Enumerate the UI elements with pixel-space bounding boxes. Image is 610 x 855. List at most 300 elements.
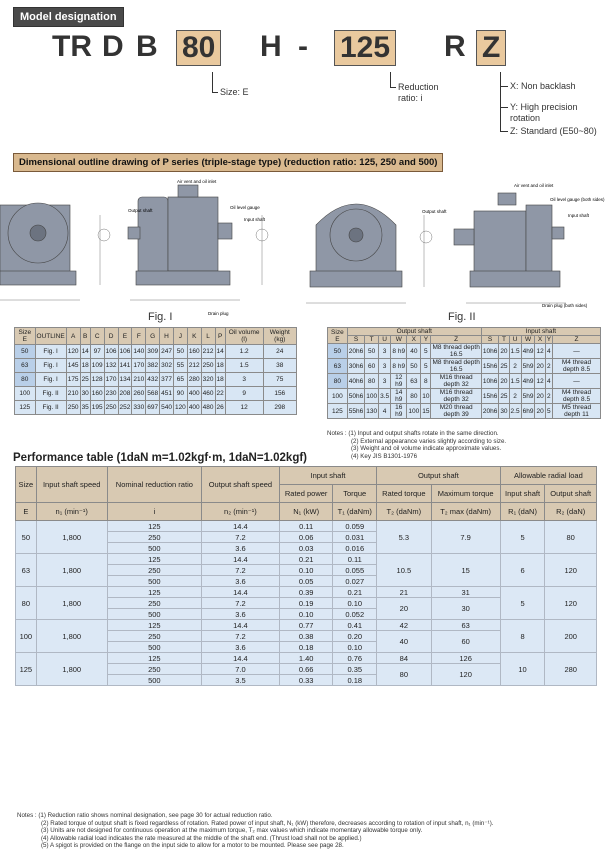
shaft-cell: 30h6 [347,359,364,374]
perf-output-speed: 3.6 [201,642,279,653]
perf-rated-torque: 10.5 [377,554,431,587]
performance-notes [17,812,602,850]
perf-ratio: 125 [107,521,201,532]
perf-h-input-shaft: Input shaft [279,467,376,485]
perf-h-output-speed: Output shaft speed [208,480,273,489]
shaft-cell: 20 [535,404,545,419]
perf-output-speed: 3.6 [201,609,279,620]
shaft-cell: 4 [379,404,391,419]
perf-h-max-torque: Maximum torque [431,485,500,503]
t2-h-size: Size E [328,328,348,344]
dimension-cell: 309 [146,345,160,359]
dimension-cell: 141 [118,359,132,373]
t1-h-oil: Oil volume (l) [225,328,263,345]
shaft-note-1: Notes : (1) Input and output shafts rotate in the same direction. [327,430,499,437]
dimension-cell: 106 [104,345,118,359]
dimension-cell: 24 [263,345,296,359]
shaft-cell: 10h6 [481,374,498,389]
fig2-label: Fig. II [448,311,476,323]
shaft-cell: M16 thread depth 32 [431,389,481,404]
model-part-d: D [102,30,124,63]
dimension-cell: 125 [15,401,36,415]
t1-h-h: H [160,328,174,345]
perf-sub-max-torque: T₂ max (daNm) [431,503,500,521]
shaft-cell: 4h9 [521,374,535,389]
dimension-cell: 230 [104,387,118,401]
shaft-cell: 5 [421,344,431,359]
shaft-cell: 40h6 [347,374,364,389]
shaft-cell: 100 [407,404,421,419]
dimension-cell: 210 [66,387,80,401]
perf-sub-ratio: i [107,503,201,521]
shaft-col-header: U [509,336,521,344]
fig1-callout-input-shaft: Input shaft [244,217,266,222]
shaft-cell: 20 [499,374,509,389]
dimension-cell: 35 [80,401,90,415]
dimension-cell: 55 [173,359,187,373]
perf-output-speed: 14.4 [201,554,279,565]
dimension-cell: 250 [104,401,118,415]
perf-h-input-speed: Input shaft speed [42,480,101,489]
perf-sub-rated-power: N₁ (kW) [279,503,332,521]
perf-rated-torque: 42 [377,620,431,631]
perf-torque: 0.10 [333,598,377,609]
perf-size: 100 [16,620,37,653]
perf-torque: 0.027 [333,576,377,587]
perf-max-torque: 63 [431,620,500,631]
perf-rated-power: 0.03 [279,543,332,554]
shaft-cell: 16 h9 [391,404,407,419]
t1-h-f: F [132,328,146,345]
perf-rated-power: 0.11 [279,521,332,532]
perf-ratio: 500 [107,576,201,587]
shaft-note-4: (4) Key JIS B1301-1976 [351,452,418,460]
shaft-cell: 2 [545,389,552,404]
perf-rated-torque: 20 [377,598,431,620]
perf-output-speed: 3.6 [201,576,279,587]
perf-radial-in: 8 [500,620,545,653]
shaft-cell: 50 [365,344,379,359]
perf-torque: 0.20 [333,631,377,642]
dimension-cell: 14 [80,345,90,359]
perf-input-speed: 1,800 [36,587,107,620]
perf-rated-torque: 40 [377,631,431,653]
t1-h-outline: OUTLINE [35,328,66,345]
perf-torque: 0.21 [333,587,377,598]
t1-h-g: G [146,328,160,345]
performance-title: Performance table (1daN m=1.02kgf·m, 1daN=1.02kgf) [13,452,308,464]
dimension-cell: 75 [263,373,296,387]
perf-rated-torque: 80 [377,664,431,686]
shaft-cell: 2 [509,359,521,374]
perf-output-speed: 3.5 [201,675,279,686]
perf-ratio: 125 [107,620,201,631]
shaft-row [328,404,601,419]
shaft-cell: 20 [499,344,509,359]
perf-output-speed: 7.2 [201,565,279,576]
size-note: Size: E [220,87,249,97]
dimension-cell: 400 [187,401,201,415]
t1-h-d: D [104,328,118,345]
shaft-row [328,389,601,404]
perf-torque: 0.10 [333,642,377,653]
perf-ratio: 250 [107,631,201,642]
fig2-drawing [306,175,606,325]
performance-row [16,620,597,631]
fig1-label: Fig. I [148,311,173,323]
t1-h-c: C [90,328,104,345]
fig2-callout-air-vent: Air vent and oil inlet [514,183,554,188]
dimension-cell: 208 [118,387,132,401]
perf-ratio: 500 [107,543,201,554]
shaft-cell: 8 h9 [391,359,407,374]
t1-h-size: Size E [15,328,36,345]
dimension-row [15,345,297,359]
dimensional-heading: Dimensional outline drawing of P series (triple-stage type) (reduction ratio: 125, 250 and 500) [13,153,443,172]
perf-radial-in: 5 [500,587,545,620]
dimension-cell: 65 [173,373,187,387]
option-x: X: Non backlash [510,81,576,91]
dimension-cell: 134 [118,373,132,387]
shaft-cell: 20h6 [481,404,498,419]
dimension-cell: 12 [225,401,263,415]
dimension-cell: 170 [132,359,146,373]
shaft-cell: 100 [328,389,348,404]
shaft-cell: 6h9 [521,404,535,419]
perf-max-torque: 60 [431,631,500,653]
shaft-cell: M20 thread depth 39 [431,404,481,419]
perf-sub-torque: T₁ (daNm) [333,503,377,521]
t1-h-k: K [187,328,201,345]
shaft-col-header: W [391,336,407,344]
shaft-cell: 5 [421,359,431,374]
perf-torque: 0.11 [333,554,377,565]
perf-note-2: (2) Rated torque of output shaft is fixed regardless of rotation. Rated power of input shaft, N₁ (kW) therefore, decreases according to rotation of input shaft, n₁ (min⁻¹). [41,819,494,827]
fig1-callout-drain-plug: Drain plug [208,311,229,316]
perf-max-torque: 31 [431,587,500,598]
dimension-cell: 377 [160,373,174,387]
dimension-row [15,359,297,373]
perf-torque: 0.016 [333,543,377,554]
dimension-cell: 63 [15,359,36,373]
dimension-cell: 170 [104,373,118,387]
dimension-cell: 106 [118,345,132,359]
perf-output-speed: 3.6 [201,543,279,554]
perf-max-torque: 126 [431,653,500,664]
dimension-cell: 212 [201,345,215,359]
perf-ratio: 500 [107,642,201,653]
perf-radial-out: 200 [545,620,597,653]
dimension-cell: 160 [90,387,104,401]
shaft-note-2: (2) External appearance varies slightly according to size. [351,437,507,445]
fig1-drawing [0,175,300,325]
perf-input-speed: 1,800 [36,653,107,686]
shaft-cell: 4 [545,344,552,359]
perf-output-speed: 14.4 [201,653,279,664]
dimension-cell: 50 [15,345,36,359]
dimension-cell: 109 [90,359,104,373]
dimension-cell: 38 [263,359,296,373]
dimension-cell: 9 [225,387,263,401]
dimension-cell: 18 [215,373,225,387]
dimension-cell: 400 [187,387,201,401]
shaft-cell: 10h6 [481,344,498,359]
perf-ratio: 250 [107,565,201,576]
shaft-cell: 14 h9 [391,389,407,404]
shaft-col-header: Y [421,336,431,344]
fig1-callout-air-vent: Air vent and oil inlet [177,179,217,184]
t2-h-output: Output shaft [347,328,481,336]
option-z: Z: Standard (E50~80) [510,126,597,136]
perf-rated-power: 0.19 [279,598,332,609]
shaft-cell: 8 [421,374,431,389]
shaft-row [328,344,601,359]
fig2-callout-oil-gauge: Oil level gauge (both sides) [550,197,605,202]
perf-torque: 0.055 [333,565,377,576]
perf-torque: 0.059 [333,521,377,532]
perf-sub-rated-torque: T₂ (daNm) [377,503,431,521]
perf-input-speed: 1,800 [36,620,107,653]
shaft-cell: 55h6 [347,404,364,419]
shaft-cell: 5 [545,404,552,419]
perf-rated-power: 0.18 [279,642,332,653]
dimension-cell: 247 [160,345,174,359]
perf-radial-in: 5 [500,521,545,554]
perf-rated-power: 0.77 [279,620,332,631]
perf-size: 80 [16,587,37,620]
shaft-cell: M4 thread depth 8.5 [553,359,601,374]
dimension-cell: 320 [201,373,215,387]
perf-rated-power: 1.40 [279,653,332,664]
dimension-cell: 298 [263,401,296,415]
perf-torque: 0.052 [333,609,377,620]
shaft-cell: 4 [545,374,552,389]
perf-torque: 0.031 [333,532,377,543]
shaft-cell: 12 h9 [391,374,407,389]
perf-output-speed: 14.4 [201,587,279,598]
shaft-cell: 30 [499,404,509,419]
t1-h-l: L [201,328,215,345]
perf-h-output-shaft: Output shaft [377,467,501,485]
perf-h-radial-in: Input shaft [500,485,545,503]
shaft-col-header: X [407,336,421,344]
shaft-notes [327,430,597,460]
dimension-cell: Fig. I [35,373,66,387]
shaft-cell: M8 thread depth 16.5 [432,359,480,373]
perf-max-torque: 30 [431,598,500,620]
performance-row [16,554,597,565]
dimension-cell: 120 [173,401,187,415]
dimension-cell: 22 [215,387,225,401]
perf-output-speed: 7.2 [201,631,279,642]
shaft-col-header: Y [546,336,552,343]
shaft-cell: 125 [328,404,348,419]
dimension-table [14,327,297,415]
perf-output-speed: 7.2 [201,532,279,543]
perf-radial-in: 6 [500,554,545,587]
shaft-col-header: S [347,336,364,344]
perf-max-torque: 7.9 [431,521,500,554]
perf-output-speed: 7.0 [201,664,279,675]
shaft-cell: 25 [499,359,509,374]
model-part-tr: TR [52,30,92,63]
perf-output-speed: 14.4 [201,521,279,532]
dimension-cell: 3 [225,373,263,387]
dimension-cell: 18 [80,359,90,373]
shaft-col-header: U [379,336,391,344]
perf-note-5: (5) A spigot is provided on the flange on the input side to allow for a motor to be mounted. Please see page 28. [41,842,344,849]
dimension-cell: 382 [146,359,160,373]
dimension-cell: 156 [263,387,296,401]
t1-h-e: E [118,328,132,345]
ratio-note: Reduction ratio: i [398,82,439,103]
dimension-cell: 160 [187,345,201,359]
shaft-cell: 12 [535,344,545,359]
t1-h-a: A [66,328,80,345]
shaft-cell: 80 [328,374,348,389]
shaft-col-header: Z [431,336,481,344]
performance-row [16,521,597,532]
perf-note-1: Notes : (1) Reduction ratio shows nominal designation, see page 30 for actual reduction ratio. [17,812,273,819]
dimension-cell: Fig. I [35,359,66,373]
model-designation-heading: Model designation [13,7,124,27]
dimension-cell: 451 [160,387,174,401]
shaft-cell: 63 [407,374,421,389]
perf-torque: 0.76 [333,653,377,664]
dimension-cell: 26 [215,401,225,415]
dimension-cell: 14 [215,345,225,359]
perf-radial-in: 10 [500,653,545,686]
shaft-col-header: W [521,336,535,344]
option-y: Y: High precision rotation [510,102,578,123]
model-part-dash: - [298,30,308,63]
perf-h-size: Size [18,480,34,489]
perf-note-3: (3) Units are not designed for continuous operation at the maximum torque, T₂ max values which indicate momentary allowable torque only. [41,827,423,834]
model-part-r: R [444,30,466,63]
perf-h-rated-power: Rated power [279,485,332,503]
shaft-cell: 5h9 [521,389,535,404]
perf-h-radial-out: Output shaft [545,485,597,503]
perf-rated-power: 0.10 [279,609,332,620]
perf-torque: 0.18 [333,675,377,686]
perf-radial-out: 280 [545,653,597,686]
dimension-row [15,387,297,401]
perf-rated-power: 0.21 [279,554,332,565]
shaft-cell: M4 thread depth 8.5 [553,389,601,404]
dimension-cell: 210 [132,373,146,387]
shaft-col-header: Z [553,336,601,344]
shaft-col-header: T [499,336,509,344]
dimension-cell: 80 [15,373,36,387]
dimension-cell: 50 [173,345,187,359]
shaft-cell: 3 [379,374,391,389]
perf-sub-size: E [16,503,37,521]
model-part-h: H [260,30,282,63]
dimension-cell: 30 [80,387,90,401]
shaft-cell: 4h9 [521,344,535,359]
shaft-cell: 80 [365,374,379,389]
perf-rated-torque: 84 [377,653,431,664]
shaft-cell: 2.5 [509,404,521,419]
perf-radial-out: 120 [545,587,597,620]
shaft-cell: M5 thread depth 11 [553,404,601,419]
perf-note-4: (4) Allowable radial load indicates the rate measured at the middle of the shaft end. (Thrust load shall not be applied.) [41,834,362,842]
shaft-cell: 10 [421,389,431,404]
perf-input-speed: 1,800 [36,521,107,554]
perf-sub-radial-in: R₁ (daN) [500,503,545,521]
dimension-cell: 260 [132,387,146,401]
shaft-cell: 8 h9 [391,344,407,359]
perf-sub-output-speed: n₂ (min⁻¹) [201,503,279,521]
perf-output-speed: 14.4 [201,620,279,631]
shaft-cell: 3 [379,344,391,359]
dimension-cell: 480 [201,401,215,415]
shaft-col-header: T [365,336,379,344]
dimension-cell: 568 [146,387,160,401]
shaft-cell: 5h9 [521,359,535,374]
shaft-cell: 15h6 [481,389,498,404]
dimension-cell: 250 [66,401,80,415]
performance-row [16,587,597,598]
perf-size: 125 [16,653,37,686]
shaft-cell: 20 [535,359,545,374]
shaft-cell: 50 [407,359,421,374]
dimension-cell: 90 [173,387,187,401]
shaft-cell: 1.5 [509,344,521,359]
shaft-cell: 3.5 [379,389,391,404]
dimension-cell: 145 [66,359,80,373]
perf-rated-power: 0.66 [279,664,332,675]
shaft-cell: 60 [365,359,379,374]
dimension-cell: 1.2 [225,345,263,359]
t1-h-weight: Weight (kg) [263,328,296,345]
t2-h-input: Input shaft [481,328,600,336]
shaft-cell: 3 [379,359,391,374]
shaft-table [327,327,601,419]
perf-ratio: 125 [107,653,201,664]
dimension-cell: 460 [201,387,215,401]
perf-ratio: 250 [107,532,201,543]
shaft-cell: — [553,374,601,389]
dimension-cell: 25 [80,373,90,387]
perf-rated-power: 0.05 [279,576,332,587]
fig2-callout-input-shaft: Input shaft [568,213,590,218]
dimension-cell: 120 [66,345,80,359]
dimension-cell: Fig. II [35,401,66,415]
perf-h-torque: Torque [333,485,377,503]
shaft-note-3: (3) Weight and oil volume indicate approximate values. [351,445,502,452]
shaft-col-header: S [481,336,498,344]
shaft-cell: 25 [499,389,509,404]
perf-h-ratio: Nominal reduction ratio [115,480,193,489]
dimension-cell: 697 [146,401,160,415]
perf-rated-power: 0.33 [279,675,332,686]
perf-output-speed: 7.2 [201,598,279,609]
perf-torque: 0.35 [333,664,377,675]
shaft-cell: 15 [421,404,431,419]
perf-sub-radial-out: R₂ (daN) [545,503,597,521]
shaft-cell: 12 [535,374,545,389]
performance-table [15,466,597,686]
perf-ratio: 500 [107,675,201,686]
perf-sub-input-speed: n₁ (min⁻¹) [36,503,107,521]
shaft-cell: 40 [407,344,421,359]
perf-size: 50 [16,521,37,554]
perf-input-speed: 1,800 [36,554,107,587]
shaft-cell: 20h6 [347,344,364,359]
shaft-row [328,374,601,389]
shaft-cell: M8 thread depth 16.5 [432,344,480,358]
